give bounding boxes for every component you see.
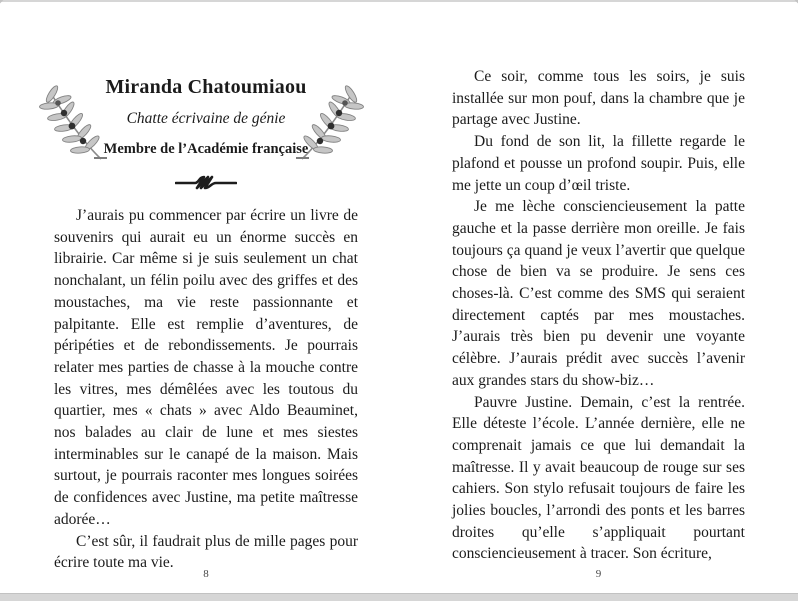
left-page-body-text	[54, 205, 358, 574]
paragraph: Pauvre Justine. Demain, c’est la rentrée. Elle déteste l’école. L’année dernière, elle ne comprenait jamais ce que lui demandait la maîtresse. Il y avait beaucoup de rouge sur ses cahiers. Son stylo refusait toujours de faire les jolies boucles, l’arrondi des ponts et les barres droites qu’elle s’appliquait pourtant consciencieusement à tracer. Son écriture,	[452, 393, 745, 563]
paragraph: Du fond de son lit, la fillette regarde le plafond et pousse un profond soupir. Puis, elle me jette un coup d’œil triste.	[452, 133, 745, 194]
page-right	[452, 0, 745, 601]
right-page-number: 9	[595, 568, 602, 580]
paragraph: Je me lèche consciencieusement la patte gauche et la passe derrière mon oreille. Je fais toujours ça quand je veux l’avertir que quelque chose de bien va se produire. Je sens ces choses-là. C’est comme des SMS qui seraient directement captés par mes moustaches. J’aurais très bien pu devenir une voyante célèbre. J’aurais prédit avec succès l’avenir aux grandes stars du show-biz…	[452, 198, 745, 389]
paragraph: C’est sûr, il faudrait plus de mille pages pour écrire toute ma vie.	[54, 532, 358, 572]
window-bottom-edge	[0, 593, 798, 601]
olive-branch-left-icon	[37, 84, 107, 168]
chapter-header	[54, 0, 358, 158]
chapter-affiliation: Membre de l’Académie française	[103, 141, 309, 157]
paragraph: Ce soir, comme tous les soirs, je suis installée sur mon pouf, dans la chambre que je partage avec Justine.	[452, 68, 745, 129]
olive-branch-right-icon	[296, 84, 366, 168]
chapter-subtitle: Chatte écrivaine de génie	[126, 110, 286, 127]
left-page-number: 8	[203, 568, 209, 580]
knot-flourish-divider-icon	[175, 173, 237, 192]
chapter-author-title: Miranda Chatoumiaou	[105, 76, 307, 98]
page-left	[54, 0, 358, 601]
paragraph: J’aurais pu commencer par écrire un livre de souvenirs qui aurait eu un énorme succès en librairie. Car même si je suis seulement un chat nonchalant, un félin poilu avec des griffes et des moustaches, ma vie reste passionnante et palpitante. Elle est remplie d’aventures, de péripéties et de rebondissements. Je pourrais relater mes parties de chasse à la mouche contre les vitres, mes démêlées avec les toutous du quartier, mes « chats » avec Aldo Beauminet, nos balades au clair de lune et mes siestes interminables sur le canapé de la maison. Mais surtout, je pourrais raconter mes longues soirées de confidences avec Justine, ma petite maîtresse adorée…	[54, 207, 358, 528]
right-page-body-text	[452, 0, 745, 565]
